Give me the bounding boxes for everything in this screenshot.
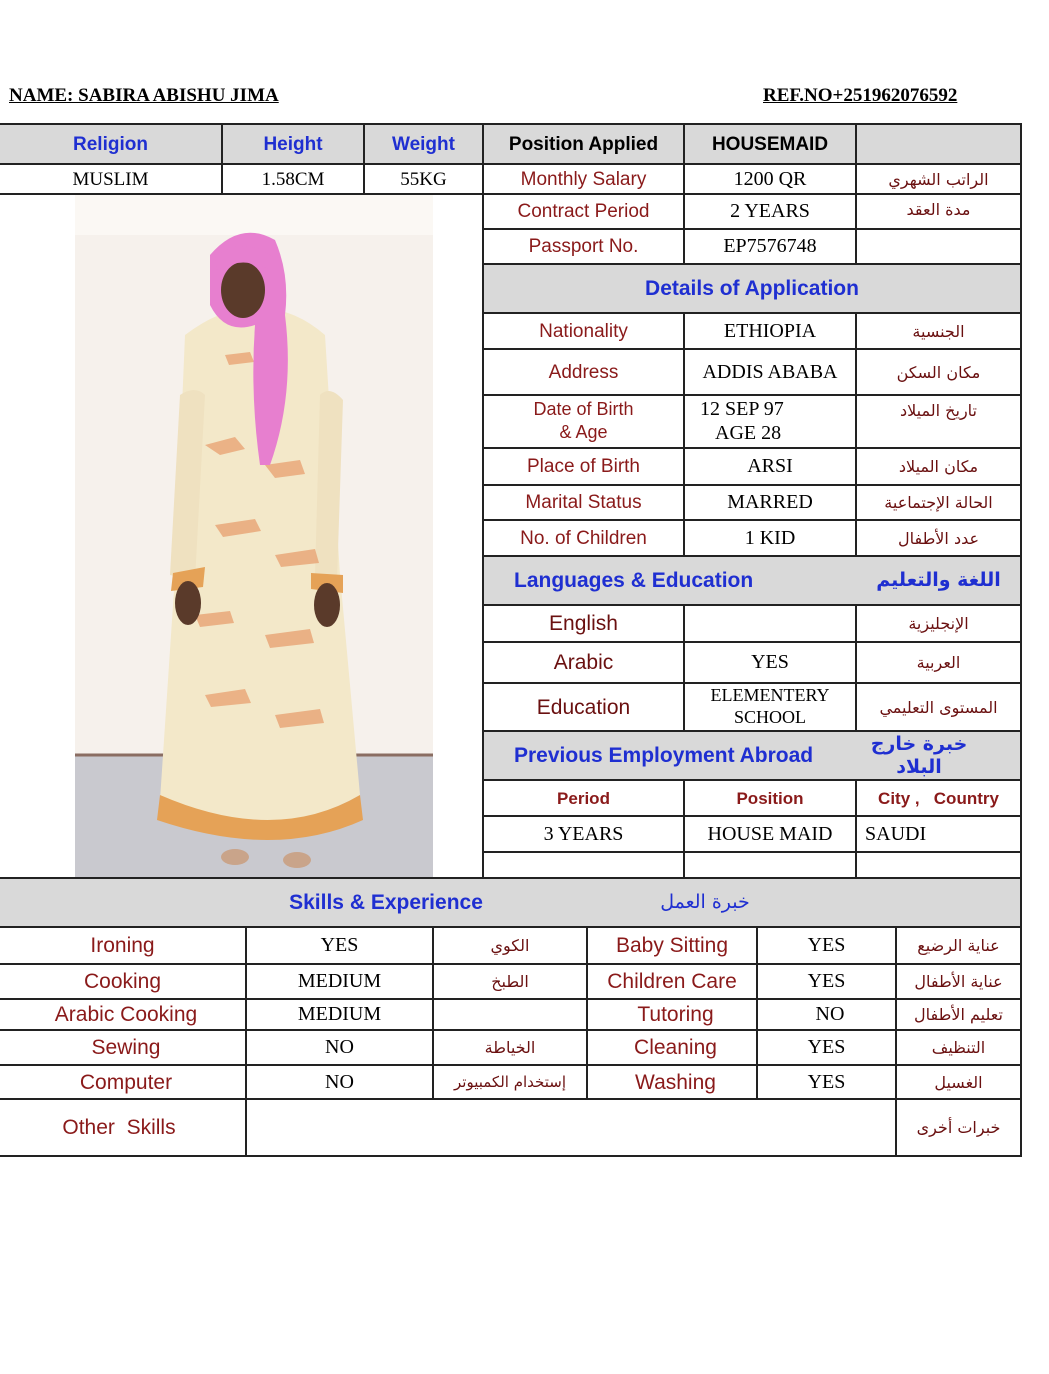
religion-value: MUSLIM [72,168,149,190]
skill-arabic-cooking-value: MEDIUM [297,1003,382,1025]
employment-location-header: City , Country [878,788,999,808]
salary-arabic: الراتب الشهري [888,169,989,189]
languages-heading-arabic: اللغة والتعليم [876,569,1001,591]
other-skills-label: Other Skills [62,1116,176,1139]
nationality-label: Nationality [539,320,628,342]
english-value [685,606,855,641]
dob-label [484,398,683,444]
skill-cleaning-label: Cleaning [634,1036,717,1059]
dob-label-line1: Date of Birth [533,399,634,419]
details-heading: Details of Application [645,277,859,300]
weight-header: Weight [392,134,455,155]
education-label: Education [536,695,631,719]
nationality-arabic: الجنسية [912,321,965,341]
employment-heading: Previous Employment Abroad [514,744,814,767]
contract-label: Contract Period [517,201,650,222]
skill-sewing-label: Sewing [91,1036,161,1059]
skills-heading-arabic: خبرة العمل [660,891,750,913]
marital-label: Marital Status [525,492,642,513]
contract-value: 2 YEARS [730,200,810,222]
skill-computer-value: NO [325,1070,354,1093]
other-skills-arabic: خبرات أخرى [916,1118,1001,1137]
skill-ironing-label: Ironing [90,934,155,957]
skill-baby-sitting-label: Baby Sitting [615,934,729,957]
dob-age: AGE 28 [715,422,782,444]
arabic-value: YES [751,651,789,673]
skill-sewing-arabic: الخياطة [484,1038,536,1057]
skill-arabic-cooking-label: Arabic Cooking [54,1003,198,1026]
skill-tutoring-label: Tutoring [637,1003,714,1026]
salary-label: Monthly Salary [520,168,647,190]
address-arabic: مكان السكن [896,362,981,382]
skill-computer-label: Computer [79,1070,173,1094]
skill-washing-value: YES [807,1070,846,1093]
skill-ironing-value: YES [320,934,359,956]
skill-tutoring-value: NO [815,1003,845,1025]
weight-value: 55KG [400,168,447,190]
skill-baby-sitting-arabic: عناية الرضيع [917,936,1000,955]
employment-position-value: HOUSE MAID [707,822,833,845]
skill-cleaning-arabic: التنظيف [931,1038,986,1057]
salary-value: 1200 QR [733,167,807,190]
marital-value: MARRED [727,491,813,513]
education-value [685,684,855,728]
skill-ironing-arabic: الكوي [490,936,530,955]
english-arabic: الإنجليزية [908,614,969,633]
dob-arabic: تاريخ الميلاد [900,400,977,420]
candidate-photo [75,195,433,877]
address-value: ADDIS ABABA [702,360,838,383]
skill-washing-arabic: الغسيل [934,1072,983,1092]
contract-arabic: مدة العقد [906,199,971,219]
dob-value [700,397,855,445]
languages-heading: Languages & Education [514,569,754,592]
religion-header: Religion [73,134,148,155]
skill-cooking-label: Cooking [83,970,162,993]
education-value-line2: SCHOOL [733,707,806,727]
candidate-name: NAME: SABIRA ABISHU JIMA [9,85,279,106]
nationality-value: ETHIOPIA [723,319,817,342]
skill-children-care-arabic: عناية الأطفال [914,972,1003,991]
skill-tutoring-arabic: تعليم الأطفال [914,1005,1003,1024]
height-value: 1.58CM [261,168,325,190]
address-label: Address [548,361,619,383]
education-value-line1: ELEMENTERY [710,685,830,705]
skill-cleaning-value: YES [807,1036,846,1058]
position-applied-label: Position Applied [508,134,659,155]
height-header: Height [263,134,323,155]
reference-number: REF.NO+251962076592 [763,85,958,106]
pob-arabic: مكان الميلاد [898,457,979,476]
marital-arabic: الحالة الإجتماعية [884,493,993,512]
pob-value: ARSI [747,455,793,477]
children-value: 1 KID [744,526,796,549]
skill-washing-label: Washing [635,1070,716,1094]
dob-date: 12 SEP 97 [700,398,784,420]
skill-cooking-arabic: الطبخ [491,972,529,991]
skill-cooking-value: MEDIUM [297,970,382,992]
skill-children-care-label: Children Care [607,970,737,993]
employment-period-value: 3 YEARS [543,822,624,845]
children-arabic: عدد الأطفال [897,528,980,548]
arabic-label: Arabic [553,651,614,674]
employment-period-header: Period [557,788,610,808]
skill-sewing-value: NO [325,1036,354,1058]
pob-label: Place of Birth [527,456,640,477]
arabic-arabic: العربية [916,653,961,672]
skills-heading: Skills & Experience [289,891,483,914]
skill-computer-arabic: إستخدام الكمبيوتر [454,1072,566,1091]
english-label: English [549,612,618,635]
employment-location-value: SAUDI [865,822,927,845]
skill-baby-sitting-value: YES [807,934,846,956]
children-label: No. of Children [520,527,647,549]
passport-value: EP7576748 [723,235,817,257]
position-applied-value: HOUSEMAID [711,134,829,155]
education-arabic: المستوى التعليمي [879,697,998,717]
employment-position-header: Position [736,788,804,808]
skill-children-care-value: YES [807,970,846,992]
passport-label: Passport No. [528,236,639,257]
dob-label-line2: & Age [559,422,608,442]
employment-heading-arabic: خبرة خارج البلاد [870,732,968,778]
